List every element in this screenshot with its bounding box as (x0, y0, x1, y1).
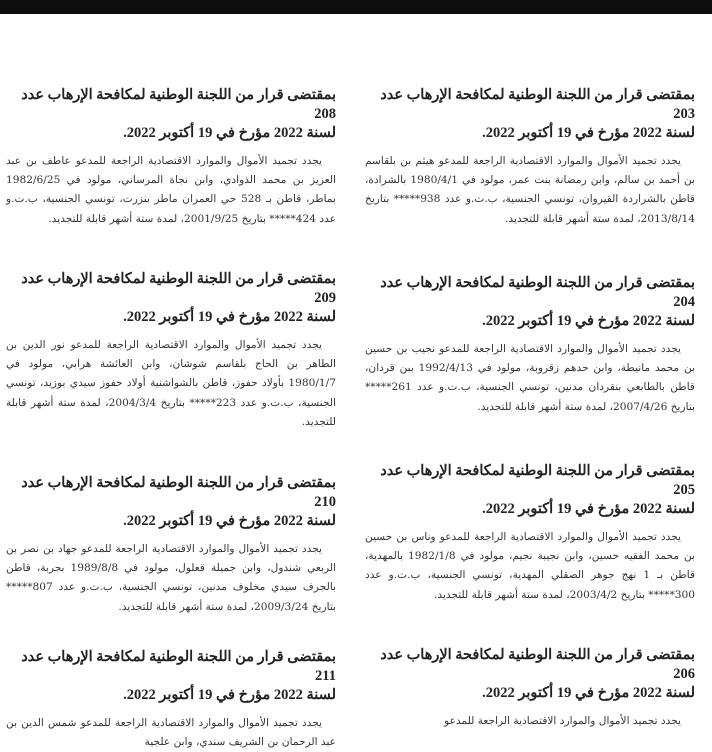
decision-209-heading: بمقتضى قرار من اللجنة الوطنية لمكافحة الإرهاب عدد 209 (21, 271, 336, 306)
decision-205 (365, 462, 695, 615)
decision-210 (6, 474, 336, 627)
decision-205-heading: بمقتضى قرار من اللجنة الوطنية لمكافحة الإرهاب عدد 205 (380, 463, 695, 498)
decision-206-heading: بمقتضى قرار من اللجنة الوطنية لمكافحة الإرهاب عدد 206 (380, 647, 695, 682)
decision-204-title (365, 274, 695, 331)
decision-203-body: يجدد تجميد الأموال والموارد الاقتصادية الراجعة للمدعو هيثم بن بلقاسم بن أحمد بن سالم، وابن رمضانة بنت عمر، مولود في 1980/4/1 بالشرادة، قاطن بالشراردة القيروان، تونسي الجنسية، ب.ت.و عدد 938***** بتاريخ 2013/8/14، لمدة ستة أشهر قابلة للتجديد. (365, 155, 695, 225)
decision-211 (6, 648, 336, 749)
decision-203 (365, 86, 695, 239)
decision-204-body: يجدد تجميد الأموال والموارد الاقتصادية الراجعة للمدعو نجيب بن حسين بن محمد مانيطة، وابن حدهم زقروبة، مولود في 1992/4/13 ببن قردان، قاطن بالطابعي بنقردان مدنين، تونسي الجنسية، ب.ت.و عدد 261***** بتاريخ 2007/4/26، لمدة ستة أشهر قابلة للتجديد. (365, 343, 696, 413)
decision-211-title (6, 648, 336, 705)
decision-205-title (365, 462, 695, 519)
decision-204-heading: بمقتضى قرار من اللجنة الوطنية لمكافحة الإرهاب عدد 204 (380, 275, 695, 310)
decision-208 (6, 86, 336, 239)
decision-209-date: لسنة 2022 مؤرخ في 19 أكتوبر 2022. (123, 309, 336, 325)
decision-210-title (6, 474, 336, 531)
decision-209-body: يجدد تجميد الأموال والموارد الاقتصادية الراجعة للمدعو نور الدين بن الطاهر بن الحاج بلقاسم شوشان، وابن العائشة هرابي، مولود في 1980/1/7 بأولاد حفوز، قاطن بالشواشنية أولاد حفوز سيدي بوزيد، تونسي الجنسية، ب.ت.و عدد 223***** بتاريخ 2004/3/4، لمدة ستة أشهر قابلة للتجديد. (6, 339, 336, 428)
decision-204-date: لسنة 2022 مؤرخ في 19 أكتوبر 2022. (482, 313, 695, 329)
decision-208-heading: بمقتضى قرار من اللجنة الوطنية لمكافحة الإرهاب عدد 208 (21, 87, 336, 122)
decision-211-date: لسنة 2022 مؤرخ في 19 أكتوبر 2022. (123, 687, 336, 703)
decision-205-date: لسنة 2022 مؤرخ في 19 أكتوبر 2022. (482, 501, 695, 517)
decision-203-heading: بمقتضى قرار من اللجنة الوطنية لمكافحة الإرهاب عدد 203 (380, 87, 695, 122)
decision-211-heading: بمقتضى قرار من اللجنة الوطنية لمكافحة الإرهاب عدد 211 (21, 649, 336, 684)
decision-210-body: يجدد تجميد الأموال والموارد الاقتصادية الراجعة للمدعو جهاد بن نصر بن الربعي شندول، وابن جميلة قعلول، مولود في 1989/8/8 بجربة، قاطن بالجرف سيدي مخلوف مدنين، تونسي الجنسية، ب.ت.و عدد 807***** بتاريخ 2009/3/24، لمدة ستة أشهر قابلة للتجديد. (6, 543, 337, 613)
decision-208-title (6, 86, 336, 143)
decision-203-date: لسنة 2022 مؤرخ في 19 أكتوبر 2022. (482, 125, 695, 141)
decision-205-body: يجدد تجميد الأموال والموارد الاقتصادية الراجعة للمدعو وناس بن حسين بن محمد الفقيه حسين، وابن نجيبة نجيم، مولود في 1982/1/8 بالمهدية، قاطن بـ 1 نهج جوهر الصقلي المهدية، تونسي الجنسية، ب.ت.و عدد 300***** بتاريخ 2003/4/2، لمدة ستة أشهر قابلة للتجديد. (365, 531, 696, 601)
top-black-bar (0, 0, 712, 14)
decision-203-title (365, 86, 695, 143)
decision-210-heading: بمقتضى قرار من اللجنة الوطنية لمكافحة الإرهاب عدد 210 (21, 475, 336, 510)
decision-208-date: لسنة 2022 مؤرخ في 19 أكتوبر 2022. (123, 125, 336, 141)
decision-211-body: يجدد تجميد الأموال والموارد الاقتصادية الراجعة للمدعو شمس الدين بن عبد الرحمان بن الشريف سندي، وابن علجية (6, 717, 336, 749)
decision-206-title (365, 646, 695, 703)
decision-209-title (6, 270, 336, 327)
decision-208-body: يجدد تجميد الأموال والموارد الاقتصادية الراجعة للمدعو عاطف بن عبد العزيز بن محمد الذوادي، وابن نجاة المرساني، مولود في 1982/6/25 بماطر، قاطن بـ 528 حي العمران ماطر بنزرت، تونسي الجنسية، ب.ت.و عدد 424***** بتاريخ 2001/9/25، لمدة ستة أشهر قابلة للتجديد. (6, 155, 336, 225)
decision-206 (365, 646, 695, 728)
decision-204 (365, 274, 695, 427)
decision-210-date: لسنة 2022 مؤرخ في 19 أكتوبر 2022. (123, 513, 336, 529)
decision-206-date: لسنة 2022 مؤرخ في 19 أكتوبر 2022. (482, 685, 695, 701)
decision-206-body: يجدد تجميد الأموال والموارد الاقتصادية الراجعة للمدعو (444, 715, 681, 727)
decision-209 (6, 270, 336, 443)
